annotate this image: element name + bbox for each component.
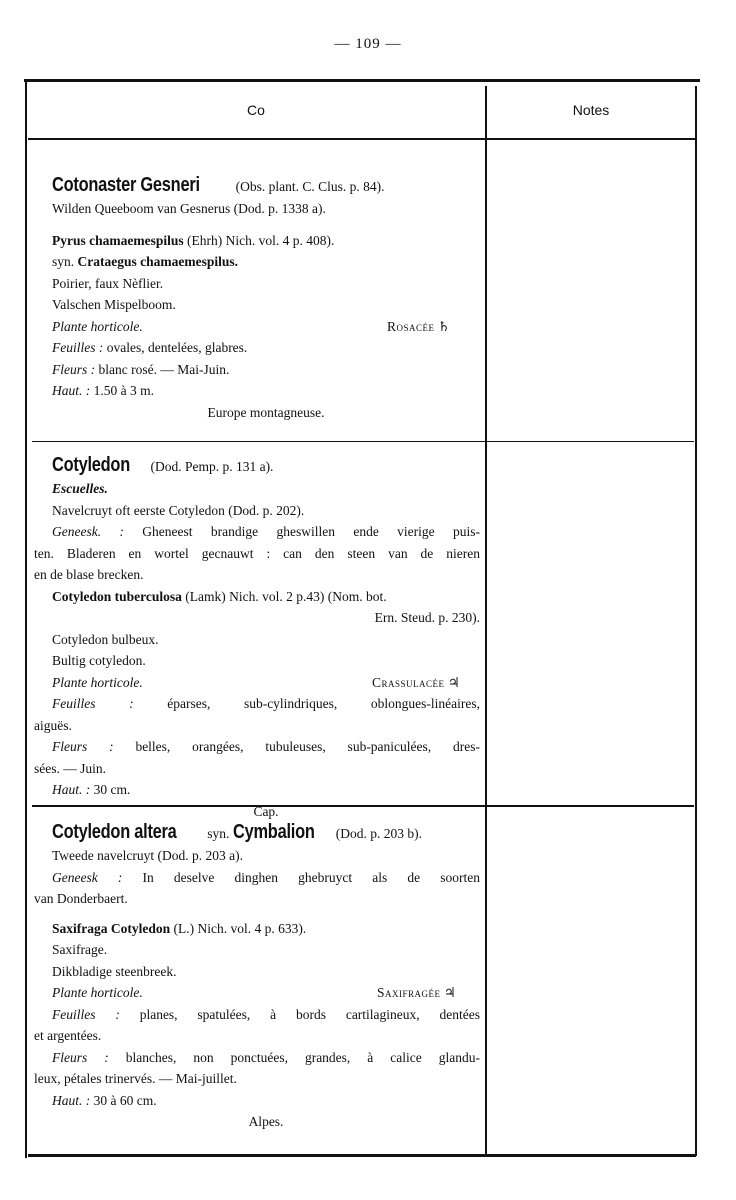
fleurs-text: belles, orangées, tubuleuses, sub-paniculées, dres- [113,739,480,754]
synonym-line-2 [52,251,480,273]
synonym-line [52,230,480,252]
synonym-line [52,918,480,940]
haut-text: 30 à 60 cm. [90,1092,157,1108]
synonym-ref-2: Ern. Steud. p. 230). [374,610,480,625]
feuilles-label: Feuilles : [52,340,104,355]
entry-cotyledon [34,452,481,822]
synonym-line [52,586,480,608]
plante-label: Plante horticole. [52,318,143,334]
entry-title-2: Cymbalion [232,821,315,843]
synonym-ref: (L.) Nich. vol. 4 p. 633). [170,920,307,936]
fleurs-label: Fleurs : [52,1049,109,1065]
synonym-ref: (Lamk) Nich. vol. 2 p.43) (Nom. bot. [181,588,387,604]
table-right-border [695,86,697,1156]
geneesk-label: Geneesk : [52,869,123,885]
family-name: Saxifragée [377,985,441,1000]
vernacular-fr: Saxifrage. [52,942,108,957]
entry-title-ref: (Dod. p. 203 b). [332,826,422,841]
region: Alpes. [248,1114,284,1129]
feuilles-text: éparses, sub-cylindriques, oblongues-linéaires, [133,696,481,711]
plante-family-line [52,316,480,338]
entry-title: Cotonaster Gesneri [52,174,200,196]
haut-label: Haut. : [52,1092,91,1108]
fleurs-label: Fleurs : [52,361,96,377]
table-bottom-border [28,1154,696,1157]
entry-title-ref: (Dod. Pemp. p. 131 a). [147,459,274,474]
table-top-border [24,79,700,82]
fleurs-text-2: sées. — Juin. [34,760,106,776]
entry-title-ref: (Obs. plant. C. Clus. p. 84). [232,179,385,194]
feuilles-text: ovales, dentelées, glabres. [103,340,248,355]
vernacular-nl: Dikbladige steenbreek. [52,963,177,979]
table-column-divider [485,86,487,1156]
syn-prefix: syn. [52,254,78,269]
entry-cotonaster-gesneri [52,172,480,423]
entry-title-mid: syn. [203,826,233,841]
plante-label: Plante horticole. [52,985,143,1000]
plante-family-line [52,982,480,1004]
vernacular-nl: Valschen Mispelboom. [52,297,176,312]
entry-cotyledon-altera [34,819,480,1133]
page-number: — 109 — [334,36,402,52]
feuilles-text: planes, spatulées, à bords cartilagineux, dentées [119,1006,480,1022]
haut-label: Haut. : [52,782,91,797]
entry-title-line [52,172,480,198]
synonym-name-2: Crataegus chamaemespilus. [77,254,239,269]
vernacular-fr-old: Escuelles. [52,481,108,496]
synonym-name: Pyrus chamaemespilus [52,232,184,248]
entry-divider-1 [32,441,694,442]
synonym-ref: (Ehrh) Nich. vol. 4 p. 408). [183,232,335,248]
fleurs-text: blanches, non ponctuées, grandes, à calice glandu- [108,1049,480,1065]
fleurs-text-2: leux, pétales trinervés. — Mai-juillet. [34,1071,237,1086]
synonym-name: Saxifraga Cotyledon [52,920,171,936]
geneesk-text: In deselve dinghen ghebruyct als de soorten [122,869,480,885]
geneesk-label: Geneesk. : [52,524,124,539]
table-left-border [25,80,27,1158]
feuilles-text-2: aiguës. [34,717,72,733]
feuilles-label: Feuilles : [52,1006,120,1022]
vernacular-nl-old: Wilden Queeboom van Gesnerus (Dod. p. 1338 a). [52,201,326,216]
vernacular-fr: Cotyledon bulbeux. [52,631,159,647]
feuilles-label: Feuilles : [52,696,134,711]
feuilles-text-2: et argentées. [34,1028,102,1043]
lifeform-symbol-icon: ♄ [437,318,450,334]
fleurs-label: Fleurs : [52,739,114,754]
haut-label: Haut. : [52,383,91,398]
entry-title-line [52,452,480,478]
haut-text: 1.50 à 3 m. [90,383,154,398]
entry-title: Cotyledon [52,454,130,476]
lifeform-symbol-icon: ♃ [447,674,460,690]
column-header-notes: Notes [572,102,610,118]
plante-family-line [52,672,480,694]
vernacular-fr: Poirier, faux Nèflier. [52,275,164,291]
haut-text: 30 cm. [90,782,131,797]
region: Europe montagneuse. [207,404,325,420]
fleurs-text: blanc rosé. — Mai-Juin. [95,361,230,377]
geneesk-text-3: en de blase brecken. [34,567,144,582]
vernacular-nl: Bultig cotyledon. [52,653,146,668]
family-name: Rosacée [387,318,435,334]
geneesk-text-2: van Donderbaert. [34,891,128,906]
synonym-name: Cotyledon tuberculosa [52,588,182,604]
column-header-co: Co [247,102,265,118]
region: Cap. [253,803,279,819]
geneesk-text: Gheneest brandige gheswillen ende vierige puis- [123,524,480,539]
table-header-divider [28,138,696,140]
geneesk-text-2: ten. Bladeren en wortel gecnauwt : can den steen van de nieren [34,545,480,561]
family-name: Crassulacée [372,674,445,690]
entry-title-line [52,819,480,845]
vernacular-nl-old: Tweede navelcruyt (Dod. p. 203 a). [52,848,243,863]
lifeform-symbol-icon: ♃ [443,985,456,1000]
vernacular-nl-old: Navelcruyt oft eerste Cotyledon (Dod. p. 202). [52,502,305,518]
plante-label: Plante horticole. [52,674,143,690]
entry-title: Cotyledon altera [52,821,177,843]
